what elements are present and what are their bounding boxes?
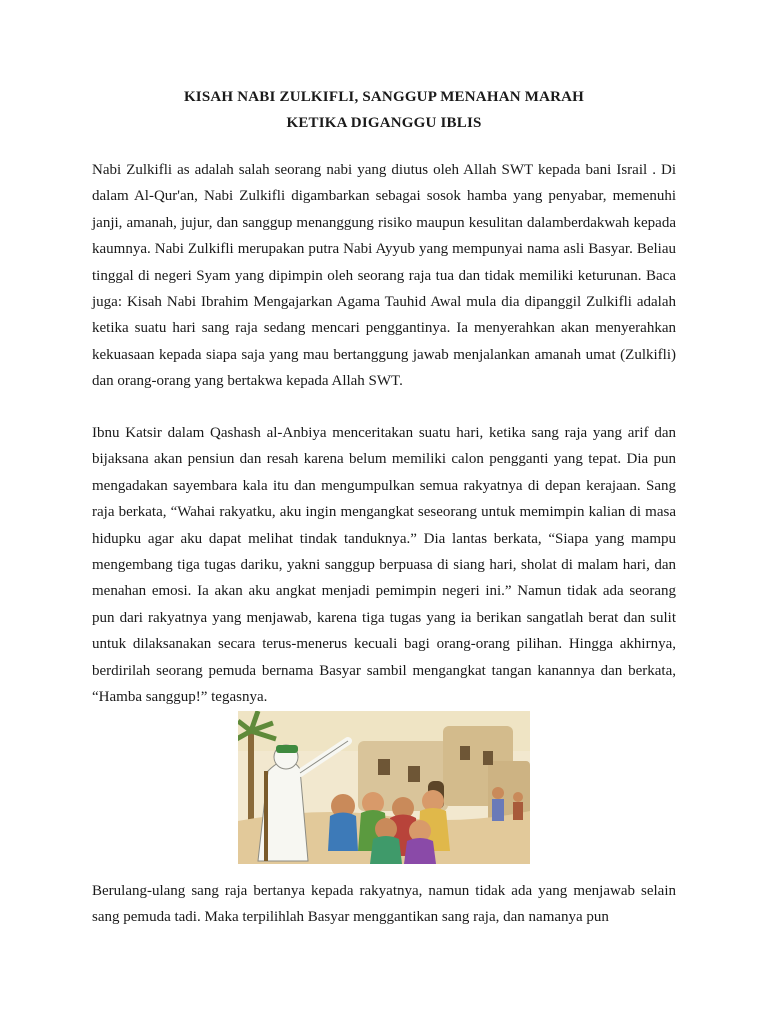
paragraph-1: Nabi Zulkifli as adalah salah seorang nabi yang diutus oleh Allah SWT kepada bani Israil . Di dalam Al-Qur'an, Nabi Zulkifli digambarkan sebagai sosok hamba yang penyabar, memenuhi janji, amanah, jujur, dan sanggup menanggung risiko maupun kesulitan dalamberdakwah kepada kaumnya. Nabi Zulkifli merupakan putra Nabi Ayyub yang mempunyai nama asli Basyar. Beliau tinggal di negeri Syam yang dipimpin oleh seorang raja tua dan tidak memiliki keturunan. Baca juga: Kisah Nabi Ibrahim Mengajarkan Agama Tauhid Awal mula dia dipanggil Zulkifli adalah ketika suatu hari sang raja sedang mencari penggantinya. Ia menyerahkan akan menyerahkan kekuasaan kepada siapa saja yang mau bertanggung jawab menjalankan amanah umat (Zulkifli) dan orang-orang yang bertakwa kepada Allah SWT.: [92, 162, 676, 390]
title-line-1: KISAH NABI ZULKIFLI, SANGGUP MENAHAN MARAH: [183, 89, 585, 105]
paragraph-3: Berulang-ulang sang raja bertanya kepada rakyatnya, namun tidak ada yang menjawab selain sang pemuda tadi. Maka terpilihlah Basyar menggantikan sang raja, dan namanya pun: [92, 883, 676, 926]
title-line-2: KETIKA DIGANGGU IBLIS: [286, 115, 482, 131]
story-illustration: [238, 711, 530, 864]
paragraph-2: Ibnu Katsir dalam Qashash al-Anbiya menceritakan suatu hari, ketika sang raja yang arif dan bijaksana akan pensiun dan resah karena belum memiliki calon pengganti yang tepat. Dia pun mengadakan sayembara kala itu dan mengumpulkan semua rakyatnya di depan kerajaan. Sang raja berkata, “Wahai rakyatku, aku ingin mengangkat seseorang untuk memimpin kalian di masa hidupku agar aku dapat melihat tindak tanduknya.” Dia lantas berkata, “Siapa yang mampu mengembang tiga tugas dariku, yakni sanggup berpuasa di siang hari, sholat di malam hari, dan menahan emosi. Ia akan aku angkat menjadi pemimpin negeri ini.” Namun tidak ada seorang pun dari rakyatnya yang menjawab, karena tiga tugas yang ia berikan sangatlah berat dan sulit untuk dilaksanakan secara terus-menerus kecuali bagi orang-orang pilihan. Hingga akhirnya, berdirilah seorang pemuda bernama Basyar sambil mengangkat tangan kanannya dan berkata, “Hamba sanggup!” tegasnya.: [92, 425, 676, 706]
document-title: [0, 84, 768, 136]
